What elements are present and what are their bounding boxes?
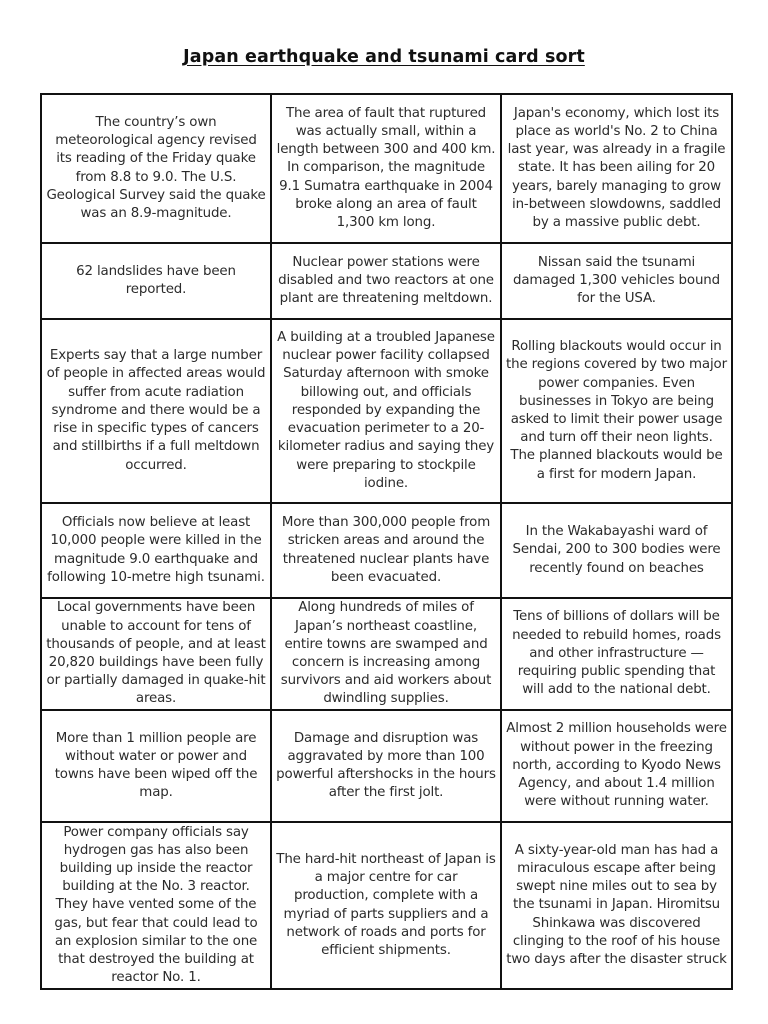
card-text: Power company officials say hydrogen gas has also been building up inside the reactor building at the No. 3 reactor. They have vented some of the gas, but fear that could lead to an explosion similar to the one that destroyed the building at reactor No. 1. xyxy=(54,824,258,986)
card xyxy=(501,243,732,319)
card-text: More than 300,000 people from stricken areas and around the threatened nuclear plants have been evacuated. xyxy=(281,515,491,585)
card xyxy=(501,598,732,710)
card xyxy=(271,503,501,598)
card-text: The country’s own meteorological agency revised its reading of the Friday quake from 8.8 to 9.0. The U.S. Geological Survey said the quake was an 8.9-magnitude. xyxy=(46,114,266,221)
card xyxy=(271,822,501,989)
table-row xyxy=(41,503,732,598)
card xyxy=(41,243,271,319)
card xyxy=(271,598,501,710)
card-text: Rolling blackouts would occur in the regions covered by two major power companies. Even businesses in Tokyo are being asked to limit their power usage and turn off their neon lights. The planned blackouts would be a first for modern Japan. xyxy=(506,339,727,482)
card xyxy=(41,319,271,503)
card-text: 62 landslides have been reported. xyxy=(76,263,236,297)
card xyxy=(271,243,501,319)
card xyxy=(41,710,271,822)
card-text: Almost 2 million households were without power in the freezing north, according to Kyodo News Agency, and about 1.4 million were without running water. xyxy=(506,721,727,810)
card xyxy=(41,94,271,243)
card-text: A building at a troubled Japanese nuclear power facility collapsed Saturday afternoon with smoke billowing out, and officials responded by expanding the evacuation perimeter to a 20-kilometer radius and saying they were preparing to stockpile iodine. xyxy=(277,330,495,491)
card-text: A sixty-year-old man has had a miraculous escape after being swept nine miles out to sea by the tsunami in Japan. Hiromitsu Shinkawa was discovered clinging to the roof of his house two days after the disaster struck xyxy=(506,842,727,967)
card-text: Along hundreds of miles of Japan’s northeast coastline, entire towns are swamped and concern is increasing among survivors and aid workers about dwindling supplies. xyxy=(280,600,492,707)
card-text: The area of fault that ruptured was actually small, within a length between 300 and 400 km. In comparison, the magnitude 9.1 Sumatra earthquake in 2004 broke along an area of fault 1,300 km long. xyxy=(276,105,496,230)
card xyxy=(271,94,501,243)
card xyxy=(271,710,501,822)
card xyxy=(501,710,732,822)
card-text: Japan's economy, which lost its place as world's No. 2 to China last year, was already in a fragile state. It has been ailing for 20 years, barely managing to grow in-between slowdowns, saddled by a massive public debt. xyxy=(507,105,726,230)
table-row xyxy=(41,598,732,710)
card xyxy=(501,503,732,598)
table-row xyxy=(41,319,732,503)
card xyxy=(41,598,271,710)
page-title: Japan earthquake and tsunami card sort xyxy=(183,47,585,67)
card-text: Damage and disruption was aggravated by more than 100 powerful aftershocks in the hours after the first jolt. xyxy=(276,730,496,801)
table-row xyxy=(41,94,732,243)
card-text: The hard-hit northeast of Japan is a major centre for car production, complete with a myriad of parts suppliers and a network of roads and ports for efficient shipments. xyxy=(276,851,496,958)
card-text: Tens of billions of dollars will be needed to rebuild homes, roads and other infrastructure — requiring public spending that will add to the national debt. xyxy=(512,609,721,698)
card-text: In the Wakabayashi ward of Sendai, 200 to 300 bodies were recently found on beaches xyxy=(512,524,721,576)
card-text: Local governments have been unable to account for tens of thousands of people, and at least 20,820 buildings have been fully or partially damaged in quake-hit areas. xyxy=(46,600,266,707)
table-row xyxy=(41,710,732,822)
card-text: Officials now believe at least 10,000 people were killed in the magnitude 9.0 earthquake and following 10-metre high tsunami. xyxy=(47,515,265,585)
card-sort-table xyxy=(40,93,733,990)
card xyxy=(501,94,732,243)
card xyxy=(501,319,732,503)
card-text: Experts say that a large number of people in affected areas would suffer from acute radiation syndrome and there would be a rise in specific types of cancers and stillbirths if a full meltdown occurred. xyxy=(46,348,266,473)
card xyxy=(501,822,732,989)
table-row xyxy=(41,243,732,319)
table-row xyxy=(41,822,732,989)
card-text: Nissan said the tsunami damaged 1,300 vehicles bound for the USA. xyxy=(513,254,720,307)
card xyxy=(41,822,271,989)
card xyxy=(41,503,271,598)
card xyxy=(271,319,501,503)
card-text: Nuclear power stations were disabled and two reactors at one plant are threatening meltdown. xyxy=(278,254,494,307)
card-text: More than 1 million people are without water or power and towns have been wiped off the map. xyxy=(54,730,258,801)
